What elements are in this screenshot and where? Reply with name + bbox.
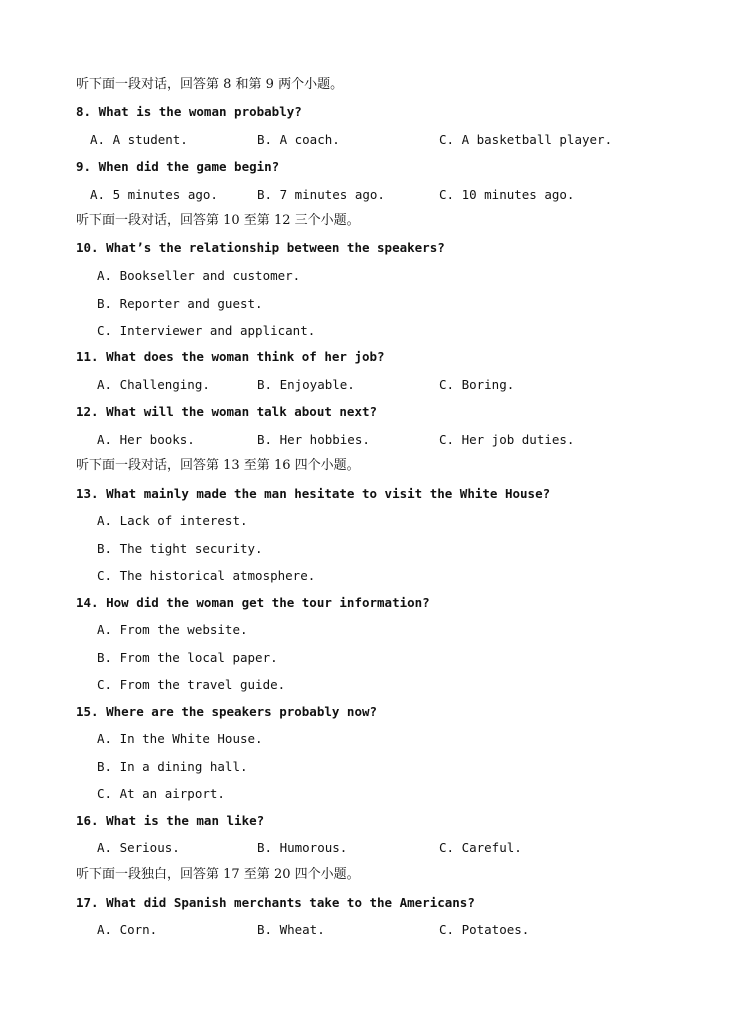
question-text: 15. Where are the speakers probably now?	[76, 704, 378, 719]
option-a: A. Lack of interest.	[97, 513, 248, 528]
option-c: C. The historical atmosphere.	[97, 568, 316, 583]
question-text: 16. What is the man like?	[76, 813, 265, 828]
option-c: C. A basketball player.	[439, 132, 613, 147]
option-c: C. Potatoes.	[439, 922, 530, 937]
section-intro: 听下面一段独白，回答第 17 至第 20 四个小题。	[76, 867, 360, 882]
question-text: 10. What’s the relationship between the speakers?	[76, 240, 445, 255]
option-c: C. At an airport.	[97, 786, 225, 801]
option-a: A. Challenging.	[97, 377, 210, 392]
option-c: C. Interviewer and applicant.	[97, 323, 316, 338]
option-c: C. Boring.	[439, 377, 515, 392]
option-a: A. A student.	[90, 132, 188, 147]
section-intro: 听下面一段对话，回答第 13 至第 16 四个小题。	[76, 458, 360, 473]
option-a: A. 5 minutes ago.	[90, 187, 218, 202]
option-b: B. Her hobbies.	[257, 432, 370, 447]
option-a: A. From the website.	[97, 622, 248, 637]
section-intro: 听下面一段对话，回答第 8 和第 9 两个小题。	[76, 77, 344, 92]
option-a: A. In the White House.	[97, 731, 263, 746]
question-text: 8. What is the woman probably?	[76, 104, 302, 119]
option-a: A. Corn.	[97, 922, 158, 937]
question-text: 17. What did Spanish merchants take to the Americans?	[76, 895, 475, 910]
option-b: B. In a dining hall.	[97, 759, 248, 774]
option-a: A. Serious.	[97, 840, 180, 855]
option-c: C. From the travel guide.	[97, 677, 286, 692]
option-a: A. Her books.	[97, 432, 195, 447]
question-text: 9. When did the game begin?	[76, 159, 280, 174]
question-text: 14. How did the woman get the tour information?	[76, 595, 430, 610]
option-c: C. Careful.	[439, 840, 522, 855]
option-b: B. A coach.	[257, 132, 340, 147]
option-b: B. Wheat.	[257, 922, 325, 937]
option-b: B. Reporter and guest.	[97, 296, 263, 311]
option-c: C. Her job duties.	[439, 432, 575, 447]
question-text: 13. What mainly made the man hesitate to visit the White House?	[76, 486, 551, 501]
option-b: B. From the local paper.	[97, 650, 278, 665]
option-b: B. The tight security.	[97, 541, 263, 556]
option-a: A. Bookseller and customer.	[97, 268, 301, 283]
section-intro: 听下面一段对话，回答第 10 至第 12 三个小题。	[76, 213, 360, 228]
option-b: B. Humorous.	[257, 840, 348, 855]
option-b: B. 7 minutes ago.	[257, 187, 385, 202]
option-c: C. 10 minutes ago.	[439, 187, 575, 202]
question-text: 11. What does the woman think of her job?	[76, 349, 385, 364]
option-b: B. Enjoyable.	[257, 377, 355, 392]
question-text: 12. What will the woman talk about next?	[76, 404, 378, 419]
